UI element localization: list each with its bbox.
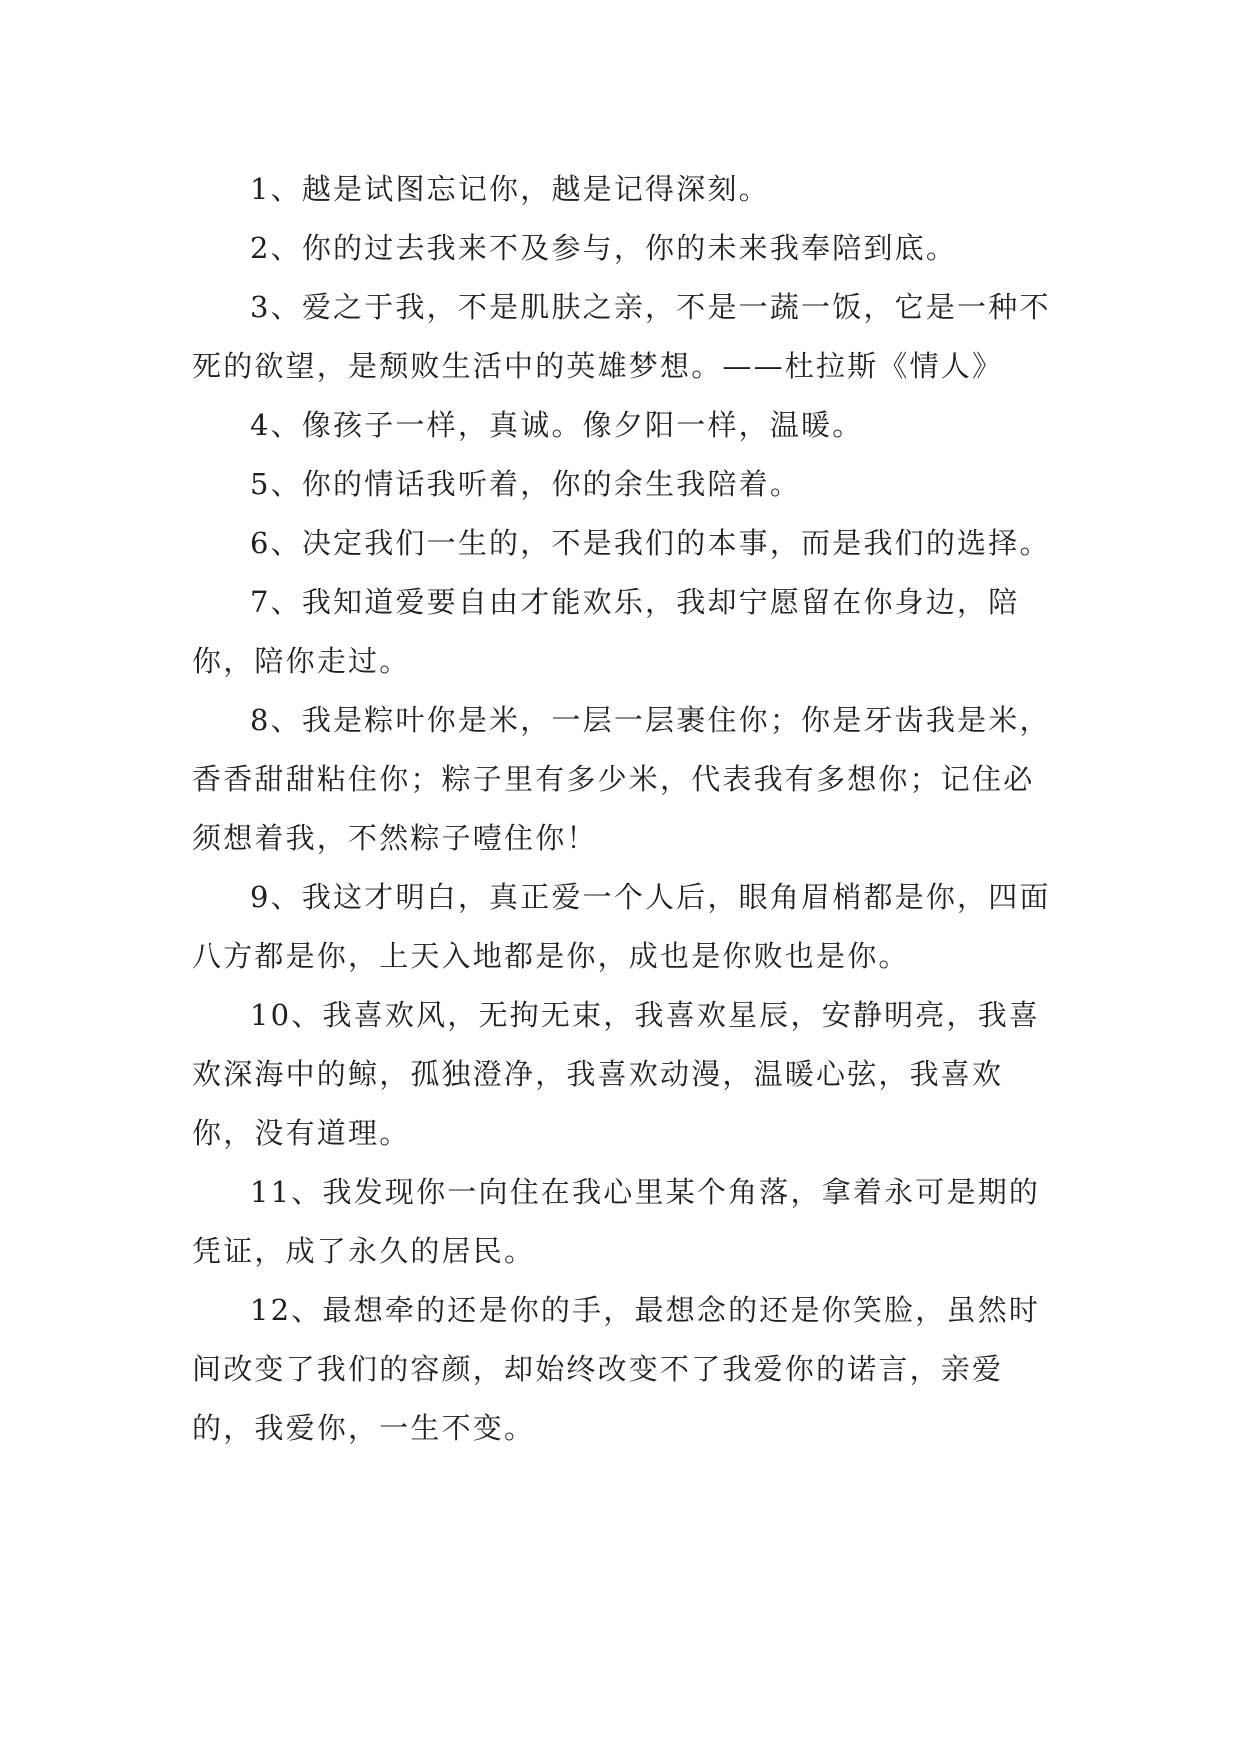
paragraph-11: 11、我发现你一向住在我心里某个角落，拿着永可是期的凭证，成了永久的居民。 — [192, 1175, 1041, 1268]
paragraph-8: 8、我是粽叶你是米，一层一层裹住你；你是牙齿我是米，香香甜甜粘住你；粽子里有多少米，代表我有多想你；记住必须想着我，不然粽子噎住你！ — [192, 703, 1051, 855]
paragraph-6: 6、决定我们一生的，不是我们的本事，而是我们的选择。 — [250, 526, 1051, 560]
paragraph-12: 12、最想牵的还是你的手，最想念的还是你笑脸，虽然时间改变了我们的容颜，却始终改变不了我爱你的诺言，亲爱的，我爱你，一生不变。 — [192, 1293, 1041, 1445]
paragraph-5: 5、你的情话我听着，你的余生我陪着。 — [250, 467, 802, 501]
paragraph-1: 1、越是试图忘记你，越是记得深刻。 — [250, 172, 770, 206]
paragraph-10: 10、我喜欢风，无拘无束，我喜欢星辰，安静明亮，我喜欢深海中的鲸，孤独澄净，我喜欢动漫，温暖心弦，我喜欢你，没有道理。 — [192, 998, 1041, 1150]
document-body — [192, 160, 1062, 1458]
paragraph-3: 3、爱之于我，不是肌肤之亲，不是一蔬一饭，它是一种不死的欲望，是颓败生活中的英雄梦想。——杜拉斯《情人》 — [192, 290, 1051, 383]
paragraph-9: 9、我这才明白，真正爱一个人后，眼角眉梢都是你，四面八方都是你，上天入地都是你，成也是你败也是你。 — [192, 880, 1051, 973]
paragraph-2: 2、你的过去我来不及参与，你的未来我奉陪到底。 — [250, 231, 958, 265]
paragraph-7: 7、我知道爱要自由才能欢乐，我却宁愿留在你身边，陪你，陪你走过。 — [192, 585, 1020, 678]
paragraph-4: 4、像孩子一样，真诚。像夕阳一样，温暖。 — [250, 408, 864, 442]
